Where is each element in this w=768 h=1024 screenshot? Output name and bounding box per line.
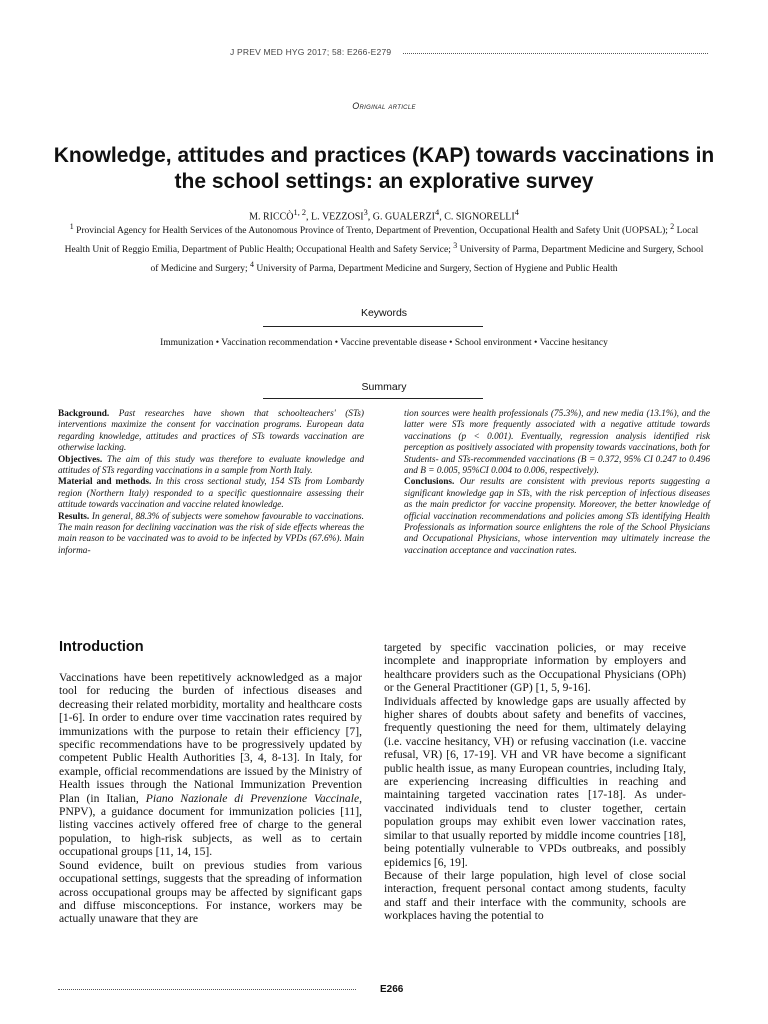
affil-text: University of Parma, Department Medicine and Surgery, School of Medicine and Surgery; <box>150 244 704 274</box>
conclusions-text: Our results are consistent with previous reports suggesting a significant knowledge gap in STs, with the risk perception of infectious diseases as the main predictor for vaccine propensity. Moreover, the better knowledge of official vaccination recommendations and policies among STs identifying Health Professionals as information source enlightens the role of the School Physicians and Occupational Physicians, whose intervention may ultimately increase the vaccination acceptance and vaccination rates. <box>404 477 710 556</box>
author-affil-sup: 1, 2 <box>293 208 307 217</box>
paragraph-text: Vaccinations have been repetitively acknowledged as a major tool for reducing the burden of infectious diseases and decreasing their related morbidity, mortality and healthcare costs [1-6]. In order to endure over time vaccination rates required by immunizations with the purpose to retain their efficiency [7], specific recommendations have to be progressively updated by competent Public Health Authorities [3, 4, 8-13]. In Italy, for example, official recommendations are issued by the Ministry of Health issues through the National Immunization Prevention Plan (in Italian, <box>59 671 362 805</box>
background-text: Past researches have shown that schoolteachers' (STs) interventions maximize the consent for vaccination programs. European data regarding knowledge, attitudes and practices of STs towards vaccination are otherwise lacking. <box>58 409 364 454</box>
body-column-left <box>59 671 362 926</box>
article-type: Original article <box>352 101 416 111</box>
body-paragraph: targeted by specific vaccination policies, or may receive incomplete and inappropriate information by employers and healthcare providers such as the Occupational Physicians (OPh) or the General Practitioner (GP) [1, 5, 9-16]. <box>384 641 686 695</box>
running-header <box>230 46 708 58</box>
affil-text: Provincial Agency for Health Services of the Autonomous Province of Trento, Department of Prevention, Occupational Health and Safety Unit (UOPSAL); <box>73 226 671 237</box>
keywords-heading: Keywords <box>360 307 408 319</box>
journal-reference: J PREV MED HYG 2017; 58: E266-E279 <box>230 47 392 57</box>
background-label: Background. <box>58 409 110 419</box>
keywords-rule <box>263 326 483 327</box>
summary-body <box>58 409 710 557</box>
body-paragraph: Because of their large population, high level of close social interaction, frequent personal contact among students, faculty and staff and their interface with the community, schools are workplaces having the potential to <box>384 868 686 923</box>
author-name: , C. SIGNORELLI <box>439 211 515 223</box>
affil-text: Local Health Unit of Reggio Emilia, Department of Public Health; Occupational Health and Safety Service; <box>64 226 699 255</box>
body-column-right <box>384 641 686 923</box>
conclusions-label: Conclusions. <box>404 477 455 488</box>
introduction-heading: Introduction <box>59 639 144 655</box>
objectives-text: The aim of this study was therefore to evaluate knowledge and attitudes of STs regarding vaccinations in a sample from North Italy. <box>58 454 364 477</box>
author-affil-sup: 4 <box>435 208 440 217</box>
affil-sup: 2 <box>670 222 675 231</box>
summary-column-left <box>58 409 364 557</box>
paragraph-text: , PNPV), a guidance document for immunization policies [11], listing vaccines actively offered free of charge to the general population, to high-risk subjects, as well as to certain occupational groups [11, 14, 15]. <box>59 791 363 859</box>
results-text-continued: tion sources were health professionals (75.3%), and new media (13.1%), and the latter were STs more frequently associated with a negative attitude towards vaccinations (p < 0.001). Eventually, regression analysis identified risk perception as positively associated with propensity towards vaccinations, both for Students- and STs-recommended vaccinations (B = 0.372, 95% CI 0.247 to 0.496 and B = 0.005, 95%CI 0.004 to 0.006, respectively). <box>404 409 710 477</box>
affiliations <box>60 220 708 276</box>
summary-heading: Summary <box>361 381 407 393</box>
header-dotted-rule <box>403 53 708 54</box>
methods-label: Material and methods. <box>58 477 152 488</box>
affil-sup: 3 <box>453 240 458 250</box>
page-number: E266 <box>380 984 404 995</box>
body-paragraph <box>59 671 362 859</box>
methods-text: In this cross sectional study, 154 STs from Lombardy region (Northern Italy) responded to a specific questionnaire assessing their attitude towards vaccination and vaccine related knowledge. <box>58 477 364 511</box>
results-text: In general, 88.3% of subjects were somehow favourable to vaccinations. The main reason for declining vaccination was the risk of side effects whereas the main reason to be vaccinated was to avoid to be infected by VPDs (67.6%). Main informa- <box>58 511 364 556</box>
author-affil-sup: 3 <box>363 208 368 217</box>
keywords-list: Immunization • Vaccination recommendation • Vaccine preventable disease • School environment • Vaccine hesitancy <box>160 338 608 348</box>
affil-text: University of Parma, Department Medicine and Surgery, Section of Hygiene and Public Health <box>253 263 618 274</box>
author-name: , L. VEZZOSI <box>306 211 364 223</box>
body-paragraph: Sound evidence, built on previous studies from various occupational settings, suggests that the spreading of information across occupational groups may be affected by significant gaps and diffuse misconceptions. For instance, workers may be actually unaware that they are <box>59 858 362 926</box>
body-paragraph: Individuals affected by knowledge gaps are usually affected by higher shares of doubts about safety and benefits of vaccines, frequently questioning the need for them, ultimately delaying (i.e. vaccine hesitancy, VH) or refusing vaccination (i.e. vaccine refusal, VR) [6, 17-19]. VH and VR have become a significant public health issue, as many European countries, including Italy, are experiencing increasing difficulties in reaching and maintaining targeted vaccination rates [17-18]. As under-vaccinated individuals tend to cluster together, certain population groups may exhibit even lower vaccination rates, similar to that usually reported by middle income countries [18], being potentially vulnerable to VPDs outbreaks, and possibly epidemics [6, 19]. <box>384 694 686 869</box>
italic-term: Piano Nazionale di Prevenzione Vaccinale <box>145 791 360 805</box>
author-name: , G. GUALERZI <box>367 211 436 223</box>
objectives-label: Objectives. <box>58 454 103 465</box>
summary-rule <box>263 398 483 399</box>
affil-sup: 4 <box>250 259 254 269</box>
results-label: Results. <box>58 511 90 522</box>
author-affil-sup: 4 <box>514 208 519 217</box>
summary-column-right <box>404 409 710 557</box>
footer-dotted-rule <box>58 989 356 990</box>
article-title: Knowledge, attitudes and practices (KAP) towards vaccinations in the school settings: an explorative survey <box>53 144 715 193</box>
affil-sup: 1 <box>69 222 74 231</box>
author-name: M. RICCÒ <box>249 211 294 223</box>
page-footer <box>58 984 710 995</box>
